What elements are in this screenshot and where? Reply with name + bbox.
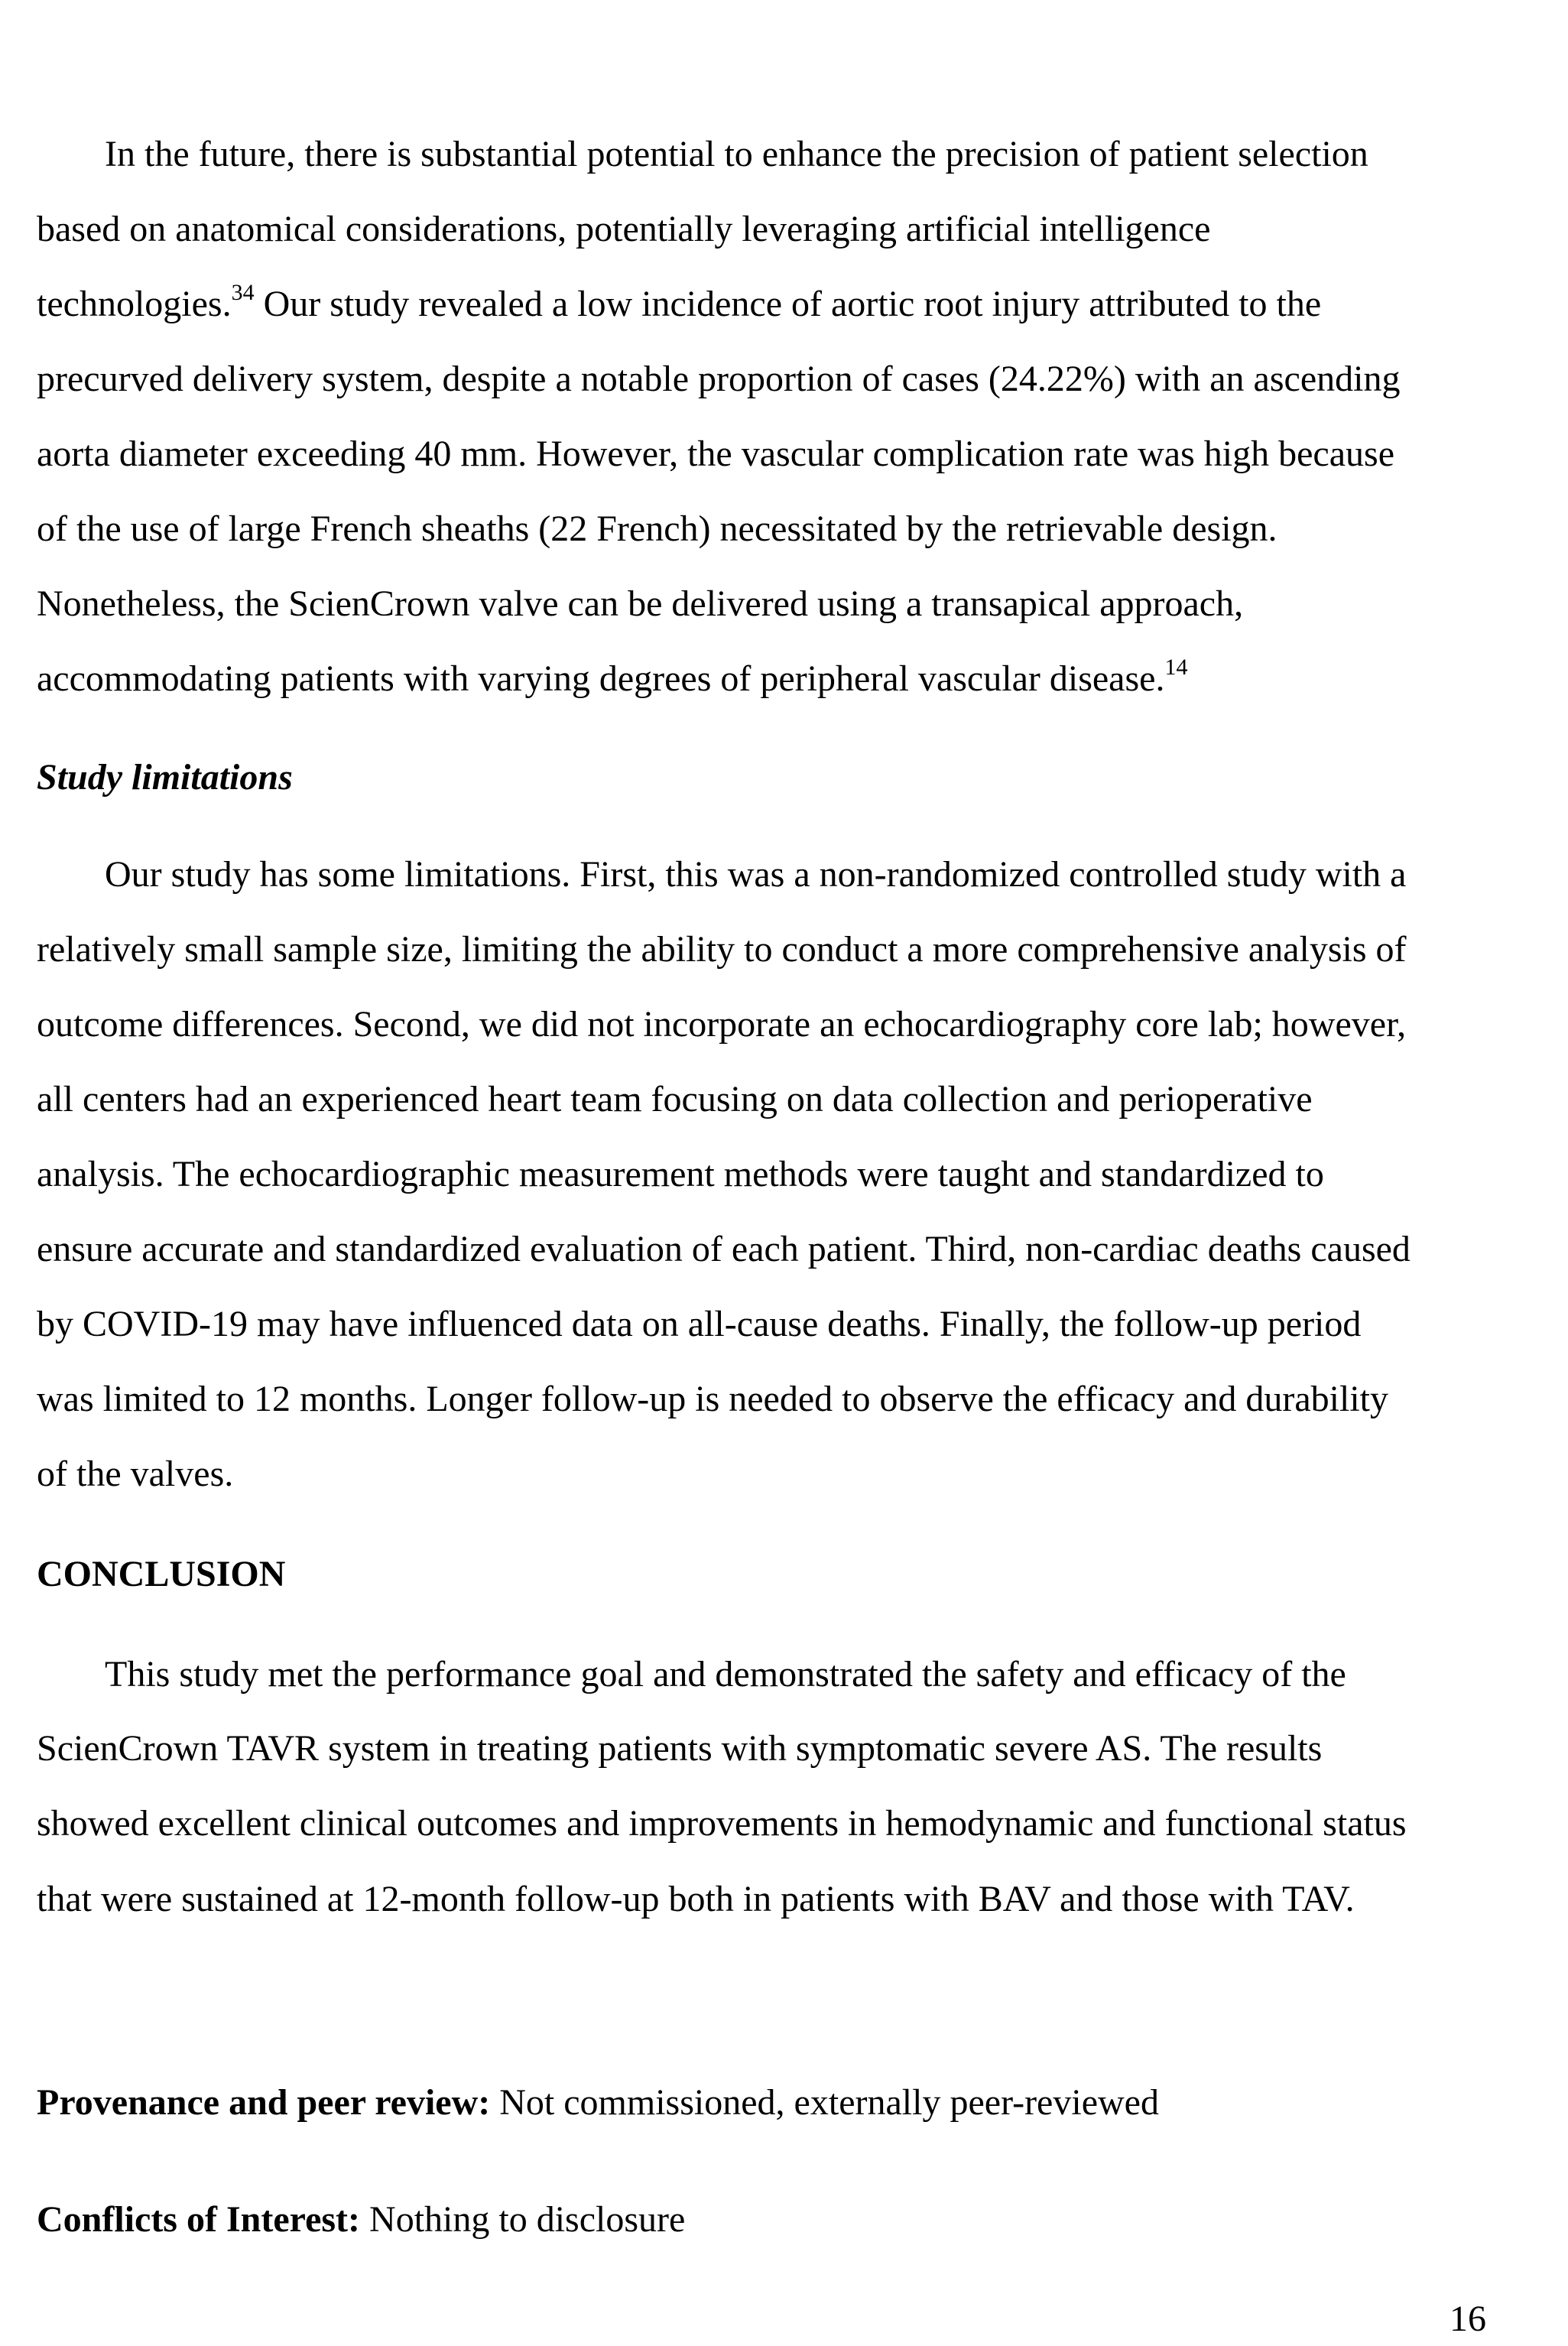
text-segment: Our study revealed a low incidence of aortic root injury attributed to the xyxy=(254,284,1322,324)
text-line: by COVID-19 may have influenced data on all-cause deaths. Finally, the follow-up period xyxy=(37,1304,1362,1344)
page-number: 16 xyxy=(1450,2299,1486,2339)
text-line: showed excellent clinical outcomes and improvements in hemodynamic and functional status xyxy=(37,1803,1407,1844)
text-line xyxy=(37,655,1188,699)
text-line: Our study has some limitations. First, this was a non-randomized controlled study with a xyxy=(105,854,1407,895)
text-line: of the valves. xyxy=(37,1454,234,1494)
text-line: analysis. The echocardiographic measurement methods were taught and standardized to xyxy=(37,1154,1324,1194)
conflicts-statement xyxy=(37,2201,685,2238)
conflicts-value: Nothing to disclosure xyxy=(360,2199,686,2240)
text-line: relatively small sample size, limiting the ability to conduct a more comprehensive analysis of xyxy=(37,929,1407,970)
text-line: ensure accurate and standardized evaluation of each patient. Third, non-cardiac deaths caused xyxy=(37,1229,1411,1269)
text-line: In the future, there is substantial potential to enhance the precision of patient selection xyxy=(105,134,1368,174)
text-line: based on anatomical considerations, potentially leveraging artificial intelligence xyxy=(37,209,1211,249)
provenance-statement xyxy=(37,2084,1159,2121)
text-line: This study met the performance goal and demonstrated the safety and efficacy of the xyxy=(105,1654,1346,1695)
text-line: all centers had an experienced heart team focusing on data collection and perioperative xyxy=(37,1079,1313,1119)
text-line: aorta diameter exceeding 40 mm. However, the vascular complication rate was high because xyxy=(37,434,1395,474)
text-line: Nonetheless, the ScienCrown valve can be delivered using a transapical approach, xyxy=(37,583,1244,624)
section-heading-conclusion: CONCLUSION xyxy=(37,1554,286,1594)
text-segment: technologies. xyxy=(37,284,232,324)
provenance-value: Not commissioned, externally peer-reviewed xyxy=(490,2082,1159,2123)
citation-ref: 34 xyxy=(231,280,255,305)
text-line xyxy=(37,280,1322,324)
text-line: was limited to 12 months. Longer follow-up is needed to observe the efficacy and durability xyxy=(37,1379,1389,1419)
text-segment: accommodating patients with varying degrees of peripheral vascular disease. xyxy=(37,658,1165,699)
text-line: ScienCrown TAVR system in treating patients with symptomatic severe AS. The results xyxy=(37,1728,1323,1769)
text-line: precurved delivery system, despite a notable proportion of cases (24.22%) with an ascending xyxy=(37,359,1401,399)
provenance-label: Provenance and peer review: xyxy=(37,2082,491,2123)
citation-ref: 14 xyxy=(1164,655,1188,680)
text-line: that were sustained at 12-month follow-up both in patients with BAV and those with TAV. xyxy=(37,1879,1355,1919)
text-line: of the use of large French sheaths (22 French) necessitated by the retrievable design. xyxy=(37,509,1277,549)
text-line: outcome differences. Second, we did not incorporate an echocardiography core lab; however, xyxy=(37,1004,1407,1045)
section-heading-study-limitations: Study limitations xyxy=(37,757,293,798)
conflicts-label: Conflicts of Interest: xyxy=(37,2199,361,2240)
